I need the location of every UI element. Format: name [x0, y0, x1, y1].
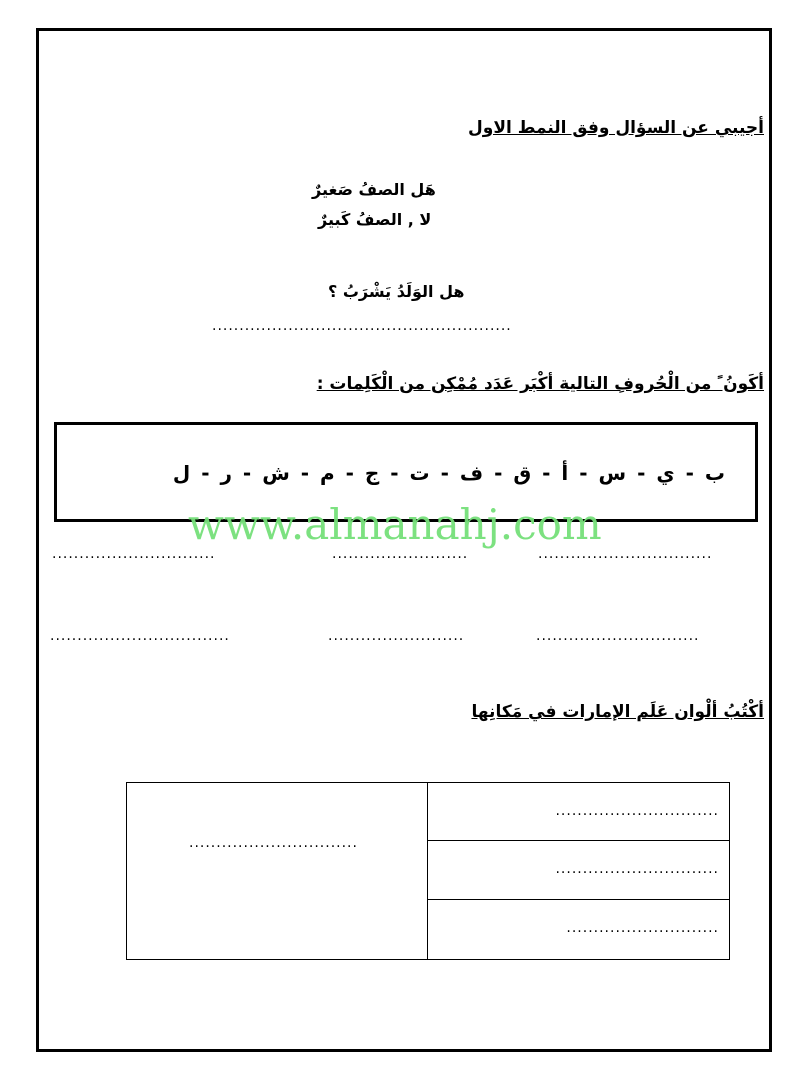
word-line-2-1[interactable]: ................................. [50, 628, 230, 644]
stripe-top-answer-line[interactable]: .............................. [555, 803, 719, 819]
band-answer-line[interactable]: ............................... [189, 835, 358, 851]
flag-stripe-top [428, 783, 729, 841]
word-line-2-3[interactable]: .............................. [536, 628, 700, 644]
example-answer: لا , الصفُ كَبيرٌ [318, 210, 432, 229]
word-line-1-1[interactable]: .............................. [52, 546, 216, 562]
flag-table [126, 782, 730, 960]
word-line-2-2[interactable]: ......................... [328, 628, 465, 644]
letters-list: ب - ي - س - أ - ق - ف - ت - ج - م - ش - ر - ل [172, 461, 725, 485]
word-line-1-3[interactable]: ................................ [538, 546, 713, 562]
section3-heading: أكْتُبُ ألْوان عَلَم الإمارات في مَكانِها [471, 702, 764, 722]
section1-heading: أجيبي عن السؤال وفق النمط الاول [468, 118, 764, 138]
watermark: www.almanahj.com [188, 500, 602, 549]
flag-vertical-band [127, 783, 428, 959]
flag-stripe-bottom [428, 900, 729, 959]
word-line-1-2[interactable]: ......................... [332, 546, 469, 562]
answer-line[interactable]: ....................................................... [212, 318, 512, 334]
example-question: هَل الصفُ صَغيرٌ [312, 180, 436, 199]
flag-stripe-middle [428, 841, 729, 900]
flag-stripes [428, 783, 729, 959]
question: هل الوَلَدُ يَشْرَبُ ؟ [328, 282, 465, 301]
stripe-bottom-answer-line[interactable]: ............................ [566, 920, 719, 936]
section2-heading: أكَونُ ً من الْحُروفِ التالية أكْبَر عَدَد مُمْكِن من الْكَلِمات : [316, 374, 764, 394]
stripe-middle-answer-line[interactable]: .............................. [555, 861, 719, 877]
